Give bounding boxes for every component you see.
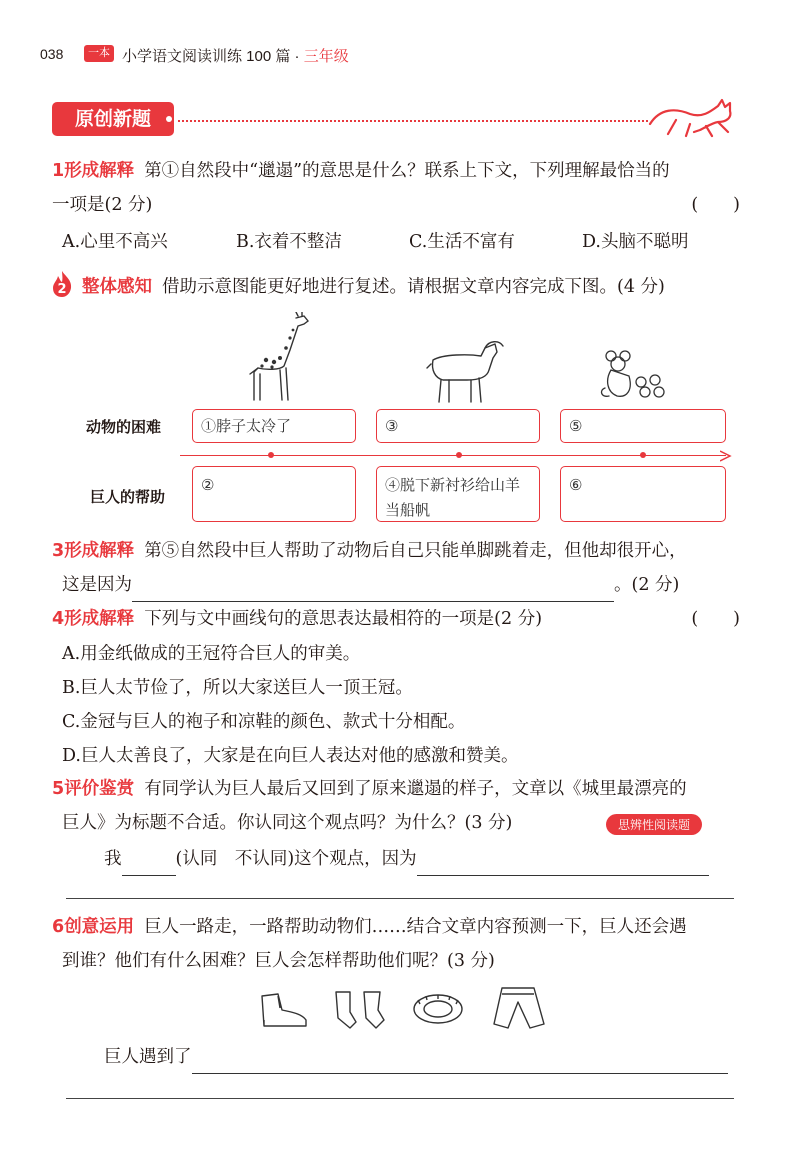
question-2-tag: 整体感知 <box>82 277 152 297</box>
question-3-line1: 3形成解释 第⑤自然段中巨人帮助了动物后自己只能单脚跳着走，但他却很开心， <box>52 541 687 561</box>
question-6-line2: 到谁？他们有什么困难？巨人会怎样帮助他们呢？(3 分) <box>62 951 495 971</box>
series-logo: 一本 <box>84 45 114 62</box>
question-4 <box>52 602 740 636</box>
critical-reading-badge: 思辨性阅读题 <box>606 814 702 835</box>
giraffe-icon <box>238 312 318 404</box>
question-4-line1: 4形成解释 下列与文中画线句的意思表达最相符的一项是(2 分) ( ) <box>52 602 740 636</box>
question-1-line1: 1形成解释 第①自然段中“邋遢”的意思是什么？联系上下文，下列理解最恰当的 <box>52 161 670 181</box>
timeline-dot-3 <box>640 452 646 458</box>
question-5-tag: 5评价鉴赏 <box>52 779 135 799</box>
trousers-icon <box>490 984 548 1032</box>
q1-option-c[interactable]: C.生活不富有 <box>409 232 515 252</box>
q4-option-b[interactable]: B.巨人太节俭了，所以大家送巨人一顶王冠。 <box>62 678 413 698</box>
q4-option-d[interactable]: D.巨人太善良了，大家是在向巨人表达对他的感激和赞美。 <box>62 746 519 766</box>
row-label-difficulty: 动物的困难 <box>86 418 162 436</box>
flame-icon <box>50 270 74 298</box>
question-2-number: 2 <box>57 282 67 297</box>
help-box-2[interactable]: ② <box>192 466 356 522</box>
cat-icon <box>646 94 738 138</box>
question-3 <box>52 534 740 602</box>
difficulty-box-1: ①脖子太冷了 <box>192 409 356 443</box>
shoe-icon <box>258 988 310 1030</box>
question-6-answer: 巨人遇到了 <box>104 1040 728 1074</box>
answer-line-6[interactable] <box>66 1098 734 1099</box>
q1-option-b[interactable]: B.衣着不整洁 <box>236 232 342 252</box>
answer-blank-6[interactable] <box>192 1049 728 1074</box>
q4-option-a[interactable]: A.用金纸做成的王冠符合巨人的审美。 <box>62 644 361 664</box>
timeline-dot-1 <box>268 452 274 458</box>
question-6-line1: 6创意运用 巨人一路走，一路帮助动物们……结合文章内容预测一下，巨人还会遇 <box>52 917 687 937</box>
question-3-line2: 这是因为 。(2 分) <box>52 568 740 602</box>
question-5-line1: 5评价鉴赏 有同学认为巨人最后又回到了原来邋遢的样子，文章以《城里最漂亮的 <box>52 779 687 799</box>
question-3-tag: 3形成解释 <box>52 541 135 561</box>
goat-icon <box>423 338 507 406</box>
book-title-text: 小学语文阅读训练 100 篇 · <box>122 48 300 65</box>
q1-option-d[interactable]: D.头脑不聪明 <box>582 232 689 252</box>
difficulty-box-5[interactable]: ⑤ <box>560 409 726 443</box>
timeline-dot-2 <box>456 452 462 458</box>
row-label-help: 巨人的帮助 <box>90 488 166 506</box>
help-box-4: ④脱下新衬衫给山羊当船帆 <box>376 466 540 522</box>
tape-measure-icon <box>410 988 466 1030</box>
mice-icon <box>597 346 669 406</box>
question-1-tag: 1形成解释 <box>52 161 135 181</box>
question-6-tag: 6创意运用 <box>52 917 135 937</box>
book-title <box>122 45 349 66</box>
q4-option-c[interactable]: C.金冠与巨人的袍子和凉鞋的颜色、款式十分相配。 <box>62 712 466 732</box>
answer-line-5[interactable] <box>66 898 734 899</box>
question-5-answer: 我 (认同 不认同)这个观点，因为 <box>104 842 709 876</box>
question-1 <box>52 154 740 222</box>
question-5-line2: 巨人》为标题不合适。你认同这个观点吗？为什么？(3 分) <box>62 813 513 833</box>
question-1-line2: 一项是(2 分) ( ) <box>52 188 740 222</box>
answer-blank-5a[interactable] <box>122 851 176 876</box>
answer-paren-1[interactable]: ( ) <box>691 195 740 215</box>
answer-blank-5b[interactable] <box>417 851 709 876</box>
arrow-head-icon <box>720 450 732 462</box>
answer-paren-4[interactable]: ( ) <box>691 609 740 629</box>
grade-label: 三年级 <box>303 48 349 65</box>
answer-blank-3[interactable] <box>132 577 614 602</box>
difficulty-box-3[interactable]: ③ <box>376 409 540 443</box>
section-banner: 原创新题 <box>52 102 174 136</box>
question-4-tag: 4形成解释 <box>52 609 135 629</box>
help-box-6[interactable]: ⑥ <box>560 466 726 522</box>
socks-icon <box>330 988 388 1032</box>
banner-dot <box>166 116 172 122</box>
question-2: 整体感知 借助示意图能更好地进行复述。请根据文章内容完成下图。(4 分) <box>82 277 665 297</box>
page-number: 038 <box>40 46 64 62</box>
question-6 <box>52 910 740 978</box>
q1-option-a[interactable]: A.心里不高兴 <box>62 232 168 252</box>
banner-dotted-line <box>178 120 648 122</box>
